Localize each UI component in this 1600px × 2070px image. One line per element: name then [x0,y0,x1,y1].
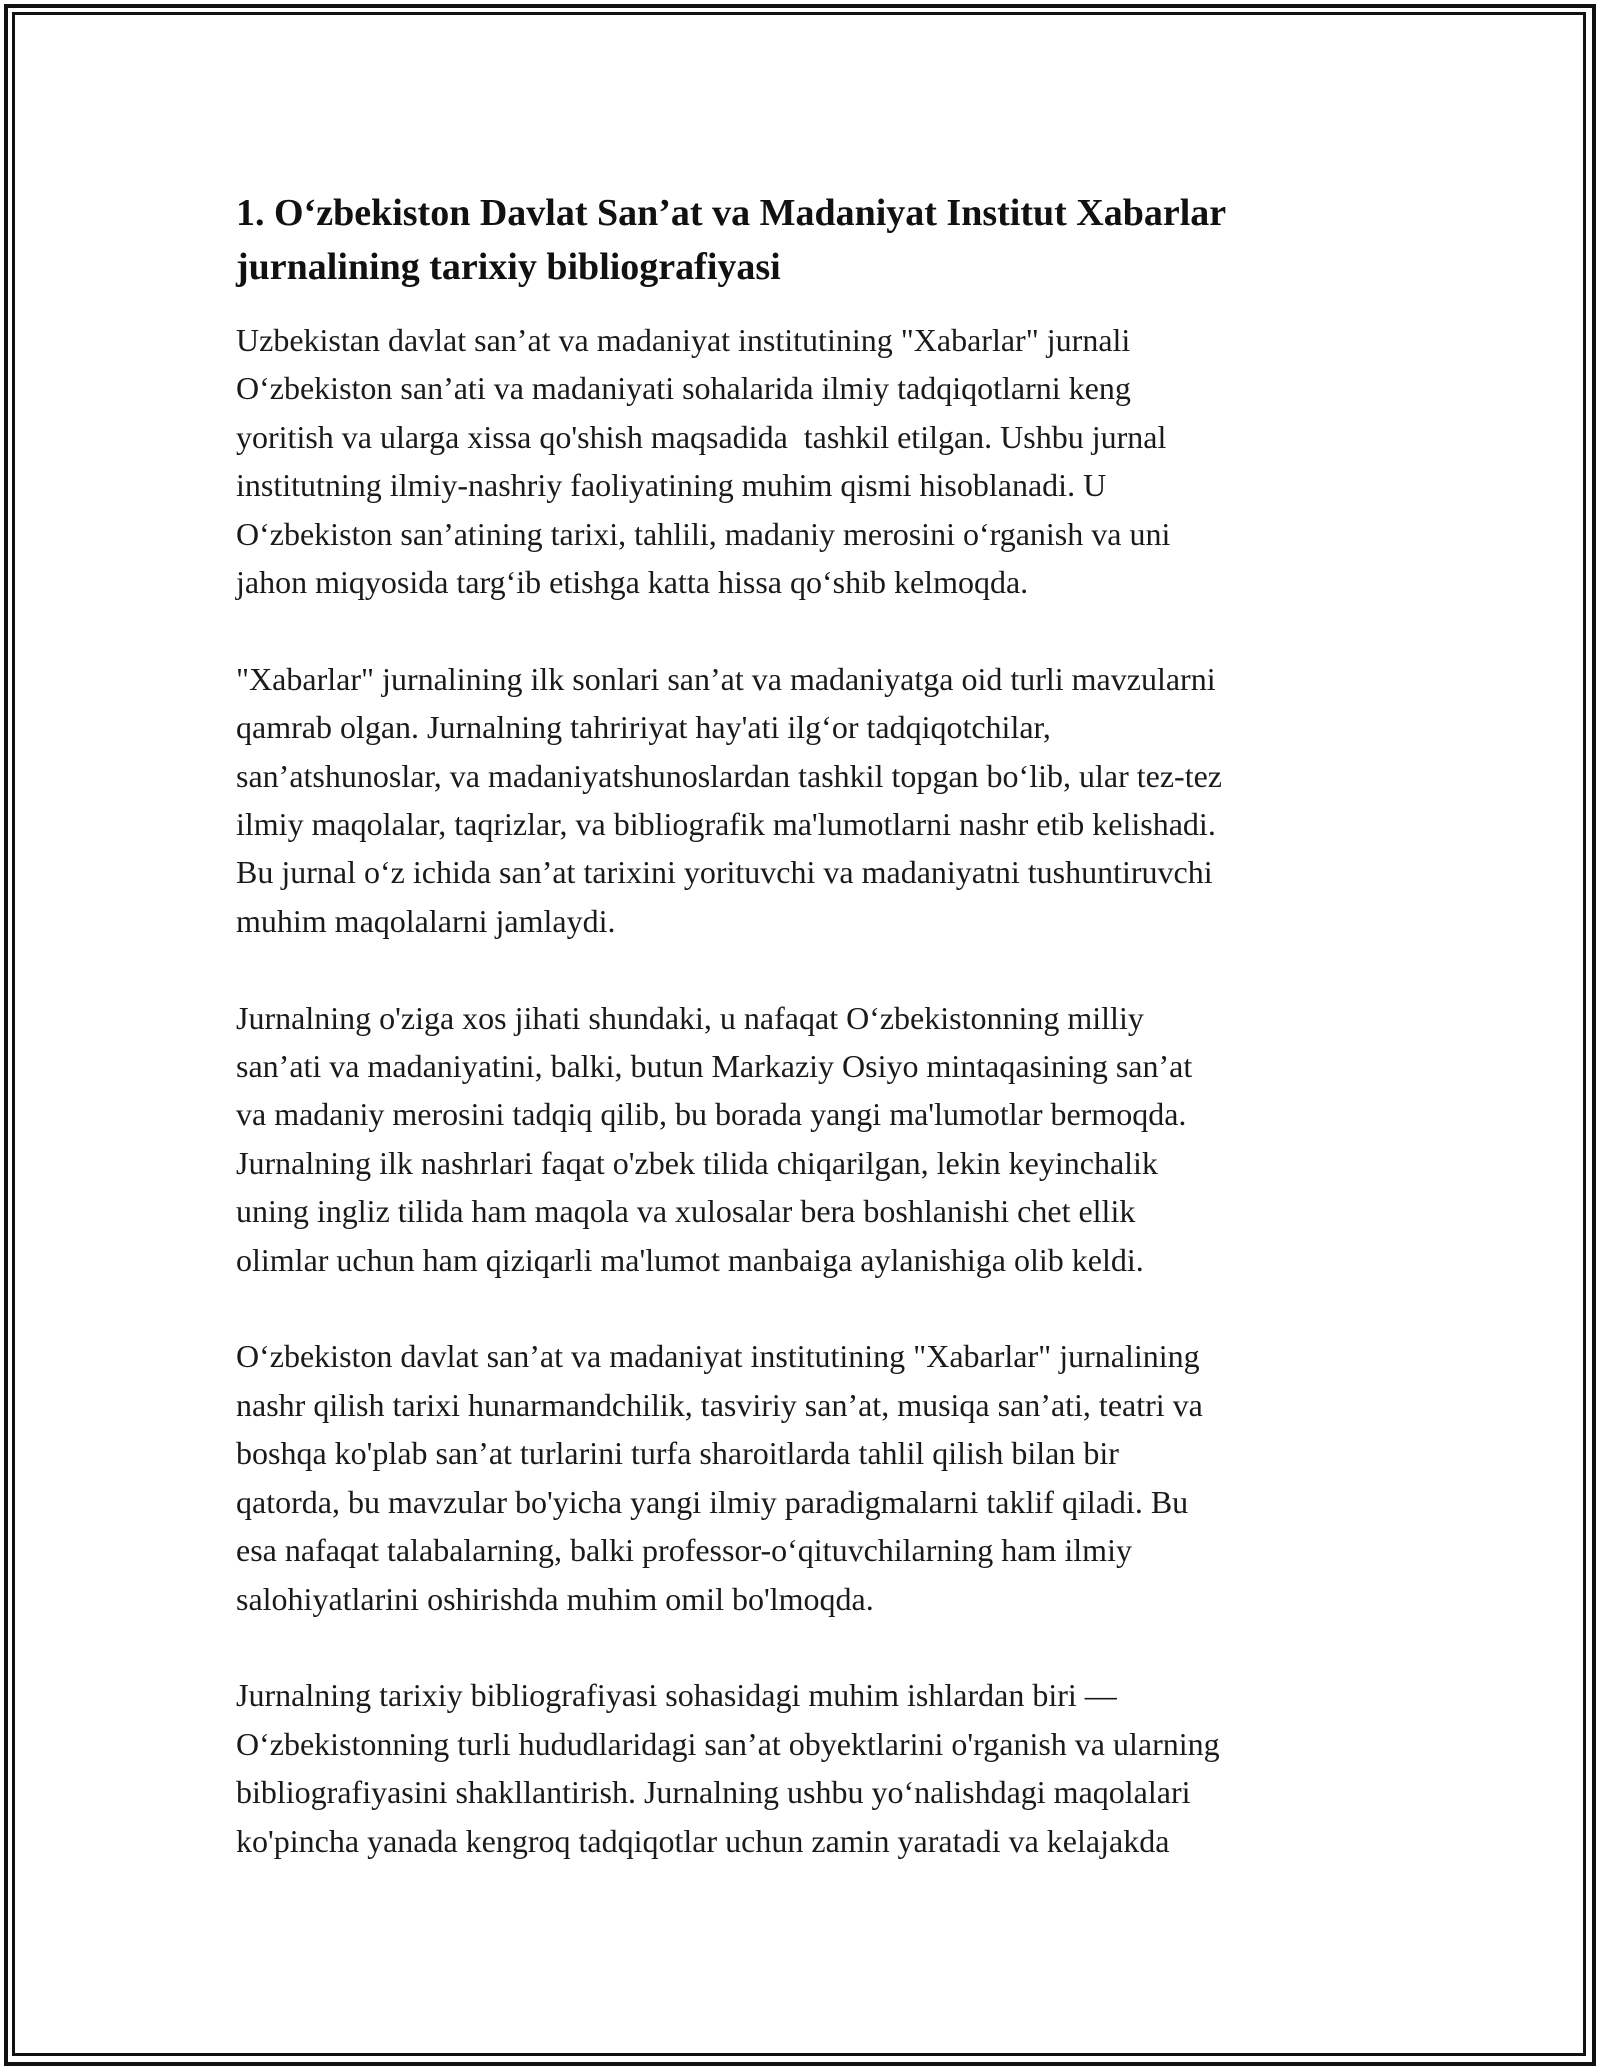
text-line: O‘zbekiston san’atining tarixi, tahlili, madaniy merosini o‘rganish va uni [236,515,1171,552]
text-line: O‘zbekiston san’ati va madaniyati sohalarida ilmiy tadqiqotlarni keng [236,370,1131,407]
paragraph-4 [236,1332,1386,1622]
text-line: qamrab olgan. Jurnalning tahririyat hay'ati ilg‘or tadqiqotchilar, [236,709,1051,746]
text-line: jahon miqyosida targ‘ib etishga katta hissa qo‘shib kelmoqda. [236,564,1029,601]
text-line: uning ingliz tilida ham maqola va xulosalar bera boshlanishi chet ellik [236,1193,1136,1230]
document-title [236,186,1386,294]
text-line: san’ati va madaniyatini, balki, butun Markaziy Osiyo mintaqasining san’at [236,1048,1193,1085]
text-line: institutning ilmiy-nashriy faoliyatining muhim qismi hisoblanadi. U [236,467,1107,504]
text-line: O‘zbekiston davlat san’at va madaniyat institutining "Xabarlar" jurnalining [236,1338,1200,1375]
text-line: "Xabarlar" jurnalining ilk sonlari san’at va madaniyatga oid turli mavzularni [236,660,1216,697]
text-line: Bu jurnal o‘z ichida san’at tarixini yorituvchi va madaniyatni tushuntiruvchi [236,854,1213,891]
text-line: Jurnalning tarixiy bibliografiyasi sohasidagi muhim ishlardan biri — [236,1677,1117,1714]
text-line: qatorda, bu mavzular bo'yicha yangi ilmiy paradigmalarni taklif qiladi. Bu [236,1483,1189,1520]
text-line: bibliografiyasini shakllantirish. Jurnalning ushbu yo‘nalishdagi maqolalari [236,1774,1191,1811]
text-line: ko'pincha yanada kengroq tadqiqotlar uchun zamin yaratadi va kelajakda [236,1822,1170,1859]
paragraph-2 [236,655,1386,945]
text-line: Jurnalning o'ziga xos jihati shundaki, u nafaqat O‘zbekistonning milliy [236,999,1144,1036]
text-line: Jurnalning ilk nashrlari faqat o'zbek tilida chiqarilgan, lekin keyinchalik [236,1144,1158,1181]
title-line: jurnalining tarixiy bibliografiyasi [236,246,781,288]
text-line: salohiyatlarini oshirishda muhim omil bo'lmoqda. [236,1580,874,1617]
text-line: nashr qilish tarixi hunarmandchilik, tasviriy san’at, musiqa san’ati, teatri va [236,1386,1203,1423]
paragraph-5 [236,1671,1386,1865]
text-line: muhim maqolalarni jamlaydi. [236,902,616,939]
title-line: 1. O‘zbekiston Davlat San’at va Madaniyat Institut Xabarlar [236,192,1227,234]
text-line: boshqa ko'plab san’at turlarini turfa sharoitlarda tahlil qilish bilan bir [236,1435,1119,1472]
text-line: esa nafaqat talabalarning, balki professor-o‘qituvchilarning ham ilmiy [236,1532,1132,1569]
paragraph-1 [236,316,1386,606]
text-line: san’atshunoslar, va madaniyatshunoslardan tashkil topgan bo‘lib, ular tez-tez [236,757,1222,794]
text-line: O‘zbekistonning turli hududlaridagi san’at obyektlarini o'rganish va ularning [236,1725,1220,1762]
text-line: olimlar uchun ham qiziqarli ma'lumot manbaiga aylanishiga olib keldi. [236,1241,1144,1278]
text-line: va madaniy merosini tadqiq qilib, bu borada yangi ma'lumotlar bermoqda. [236,1096,1187,1133]
text-line: ilmiy maqolalar, taqrizlar, va bibliografik ma'lumotlarni nashr etib kelishadi. [236,806,1216,843]
paragraph-3 [236,994,1386,1284]
text-line: Uzbekistan davlat san’at va madaniyat institutining "Xabarlar" jurnali [236,322,1131,358]
text-line: yoritish va ularga xissa qo'shish maqsadida tashkil etilgan. Ushbu jurnal [236,418,1167,455]
document-body [236,186,1386,1913]
